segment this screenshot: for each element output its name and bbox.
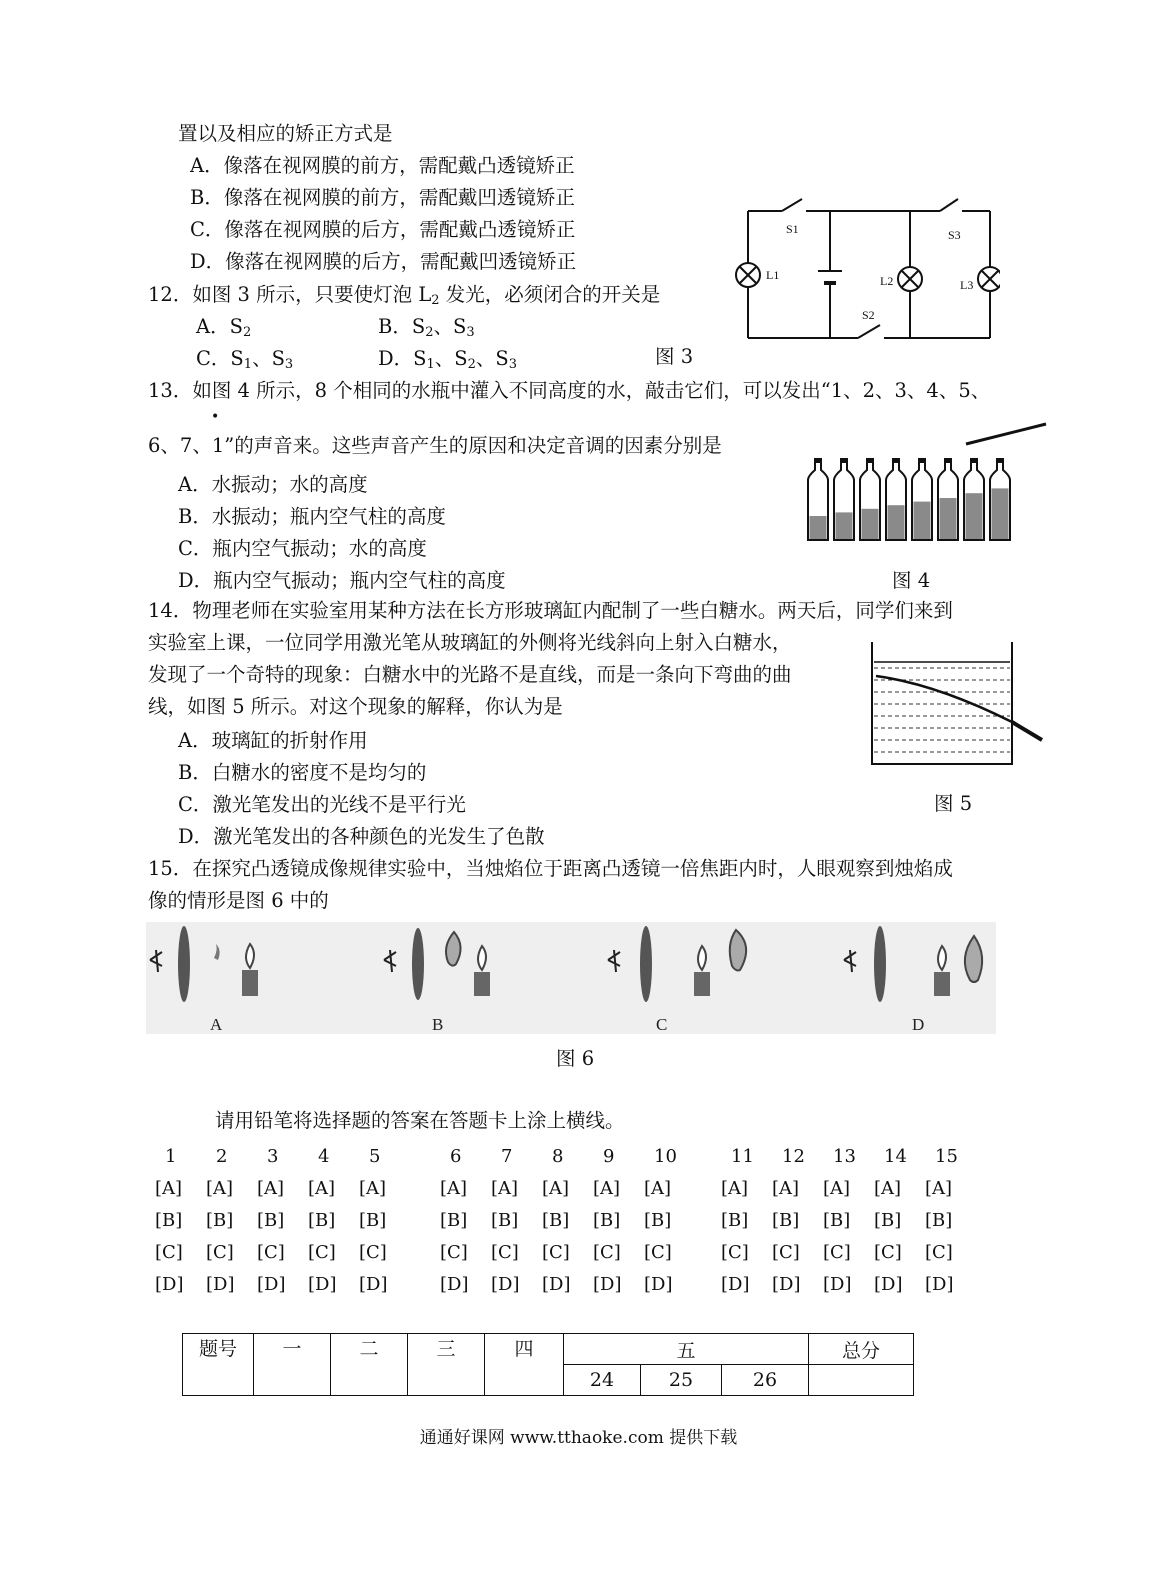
q12-option-c: C．$S_1$、$S_3$ [196, 347, 294, 372]
water-level [836, 512, 853, 539]
answer-number: 10 [654, 1146, 677, 1167]
lens-icon [178, 926, 190, 1002]
label-s1: S1 [786, 222, 799, 236]
lens-icon [412, 928, 424, 1000]
answer-number: 15 [935, 1146, 958, 1167]
answer-choice-bubble[interactable]: [D] [542, 1274, 571, 1295]
label-s3: S3 [948, 228, 961, 242]
answer-choice-bubble[interactable]: [A] [440, 1178, 468, 1199]
score-header-1: 一 [254, 1334, 331, 1396]
answer-choice-bubble[interactable]: [B] [925, 1210, 953, 1231]
switch-s2 [858, 325, 880, 338]
q14-stem-line3: 发现了一个奇特的现象：白糖水中的光路不是直线，而是一条向下弯曲的曲 [148, 663, 792, 686]
answer-choice-bubble[interactable]: [C] [206, 1242, 234, 1263]
answer-choice-bubble[interactable]: [D] [359, 1274, 388, 1295]
answer-choice-bubble[interactable]: [C] [772, 1242, 800, 1263]
water-level [992, 488, 1009, 539]
water-level [966, 493, 983, 539]
q11-stem-continuation: 置以及相应的矫正方式是 [178, 122, 393, 145]
q13-dot-mark: • [211, 409, 220, 425]
candle-icon [934, 972, 950, 996]
candle-icon [242, 970, 258, 996]
score-header-5: 五 [564, 1334, 809, 1365]
footer-source: 通通好课网 www.tthaoke.com 提供下载 [419, 1428, 738, 1448]
answer-choice-bubble[interactable]: [C] [542, 1242, 570, 1263]
q13-stem-line2: 6、7、1”的声音来。这些声音产生的原因和决定音调的因素分别是 [148, 434, 722, 457]
water-level [914, 502, 931, 539]
answer-choice-bubble[interactable]: [A] [823, 1178, 851, 1199]
score-sub-26: 26 [722, 1365, 809, 1396]
q14-option-a: A．玻璃缸的折射作用 [178, 729, 368, 752]
q14-stem-line2: 实验室上课，一位同学用激光笔从玻璃缸的外侧将光线斜向上射入白糖水， [148, 631, 792, 654]
answer-choice-bubble[interactable]: [B] [721, 1210, 749, 1231]
answer-choice-bubble[interactable]: [B] [772, 1210, 800, 1231]
flame-icon [246, 944, 254, 968]
answer-choice-bubble[interactable]: [B] [823, 1210, 851, 1231]
answer-number: 2 [216, 1146, 228, 1167]
q12-option-a: A．$S_2$ [196, 315, 252, 340]
flame-icon [478, 946, 486, 970]
answer-number: 7 [501, 1146, 513, 1167]
answer-choice-bubble[interactable]: [D] [308, 1274, 337, 1295]
score-header-3: 三 [408, 1334, 485, 1396]
q11-option-d: D．像落在视网膜的后方，需配戴凹透镜矫正 [190, 250, 577, 273]
bottle-icon [912, 458, 932, 540]
q14-option-d: D．激光笔发出的各种颜色的光发生了色散 [178, 825, 545, 848]
lamp-l3-icon [978, 267, 1000, 291]
answer-choice-bubble[interactable]: [A] [308, 1178, 336, 1199]
q11-option-a: A．像落在视网膜的前方，需配戴凸透镜矫正 [190, 154, 575, 177]
answer-number: 6 [450, 1146, 462, 1167]
figure-6-caption: 图 6 [556, 1047, 595, 1070]
bottle-icon [886, 458, 906, 540]
q12-option-d: D．$S_1$、$S_2$、$S_3$ [378, 347, 518, 372]
answer-choice-bubble[interactable]: [D] [823, 1274, 852, 1295]
striking-rod [966, 424, 1046, 444]
answer-choice-bubble[interactable]: [D] [440, 1274, 469, 1295]
answer-choice-bubble[interactable]: [A] [593, 1178, 621, 1199]
answer-choice-bubble[interactable]: [D] [874, 1274, 903, 1295]
answer-choice-bubble[interactable]: [B] [359, 1210, 387, 1231]
q13-option-c: C．瓶内空气振动；水的高度 [178, 537, 427, 560]
answer-choice-bubble[interactable]: [A] [155, 1178, 183, 1199]
flame-icon [938, 946, 946, 970]
candle-icon [474, 972, 490, 996]
answer-number: 9 [603, 1146, 615, 1167]
answer-choice-bubble[interactable]: [D] [644, 1274, 673, 1295]
q15-stem-line2: 像的情形是图 6 中的 [148, 889, 329, 912]
answer-number: 14 [884, 1146, 907, 1167]
answer-choice-bubble[interactable]: [B] [155, 1210, 183, 1231]
figure-4-caption: 图 4 [892, 569, 931, 592]
answer-choice-bubble[interactable]: [A] [772, 1178, 800, 1199]
answer-choice-bubble[interactable]: [C] [925, 1242, 953, 1263]
answer-choice-bubble[interactable]: [D] [593, 1274, 622, 1295]
answer-choice-bubble[interactable]: [B] [644, 1210, 672, 1231]
label-s2: S2 [862, 308, 875, 322]
panel-label-a: A [210, 1015, 223, 1034]
q13-option-d: D．瓶内空气振动；瓶内空气柱的高度 [178, 569, 506, 592]
answer-number: 5 [369, 1146, 381, 1167]
label-l1: L1 [766, 268, 780, 282]
q14-stem-line1: 14．物理老师在实验室用某种方法在长方形玻璃缸内配制了一些白糖水。两天后，同学们来到 [148, 599, 953, 622]
water-level [810, 516, 827, 539]
score-sub-24: 24 [564, 1365, 641, 1396]
answer-choice-bubble[interactable]: [C] [491, 1242, 519, 1263]
q13-option-a: A．水振动；水的高度 [178, 473, 368, 496]
answer-choice-bubble[interactable]: [A] [644, 1178, 672, 1199]
answer-choice-bubble[interactable]: [D] [491, 1274, 520, 1295]
q14-option-c: C．激光笔发出的光线不是平行光 [178, 793, 466, 816]
answer-choice-bubble[interactable]: [D] [155, 1274, 184, 1295]
panel-label-c: C [656, 1015, 668, 1034]
answer-number: 13 [833, 1146, 856, 1167]
score-total-cell [809, 1365, 914, 1396]
answer-number: 11 [731, 1146, 754, 1167]
panel-label-d: D [912, 1015, 925, 1034]
answer-choice-bubble[interactable]: [B] [593, 1210, 621, 1231]
answer-choice-bubble[interactable]: [D] [772, 1274, 801, 1295]
figure-5-tank [866, 640, 1046, 770]
score-header-total: 总分 [809, 1334, 914, 1365]
answer-choice-bubble[interactable]: [B] [308, 1210, 336, 1231]
bottle-icon [808, 458, 828, 540]
answer-choice-bubble[interactable]: [C] [644, 1242, 672, 1263]
bottle-icon [964, 458, 984, 540]
q15-stem-line1: 15．在探究凸透镜成像规律实验中，当烛焰位于距离凸透镜一倍焦距内时，人眼观察到烛焰成 [148, 857, 953, 880]
answer-number: 8 [552, 1146, 564, 1167]
answer-choice-bubble[interactable]: [A] [491, 1178, 519, 1199]
answer-choice-bubble[interactable]: [A] [206, 1178, 234, 1199]
score-sub-25: 25 [641, 1365, 722, 1396]
lens-icon [874, 926, 886, 1002]
answer-number: 4 [318, 1146, 330, 1167]
answer-choice-bubble[interactable]: [D] [925, 1274, 954, 1295]
q14-option-b: B．白糖水的密度不是均匀的 [178, 761, 427, 784]
q12-option-b: B．$S_2$、$S_3$ [378, 315, 475, 340]
panel-label-b: B [432, 1015, 444, 1034]
bottle-icon [860, 458, 880, 540]
answer-choice-bubble[interactable]: [D] [257, 1274, 286, 1295]
label-l2: L2 [880, 274, 894, 288]
answer-choice-bubble[interactable]: [C] [874, 1242, 902, 1263]
answer-choice-bubble[interactable]: [C] [257, 1242, 285, 1263]
answer-choice-bubble[interactable]: [A] [542, 1178, 570, 1199]
figure-6-lens-panels [146, 922, 996, 1034]
score-table [182, 1333, 914, 1396]
answer-number: 1 [165, 1146, 177, 1167]
answer-sheet-instruction: 请用铅笔将选择题的答案在答题卡上涂上横线。 [215, 1109, 625, 1132]
water-level [940, 498, 957, 539]
lens-icon [640, 926, 652, 1002]
answer-choice-bubble[interactable]: [B] [206, 1210, 234, 1231]
water-level [888, 505, 905, 539]
q12-stem: 12．如图 3 所示，只要使灯泡 $L_2$ 发光，必须闭合的开关是 [148, 283, 661, 308]
score-header-2: 二 [331, 1334, 408, 1396]
score-header-4: 四 [485, 1334, 564, 1396]
bottle-icon [938, 458, 958, 540]
answer-choice-bubble[interactable]: [D] [721, 1274, 750, 1295]
answer-choice-bubble[interactable]: [B] [542, 1210, 570, 1231]
laser-pointer [1012, 722, 1042, 740]
lamp-l1-icon [736, 263, 760, 287]
q14-stem-line4: 线，如图 5 所示。对这个现象的解释，你认为是 [148, 695, 563, 718]
answer-choice-bubble[interactable]: [A] [874, 1178, 902, 1199]
answer-choice-bubble[interactable]: [B] [491, 1210, 519, 1231]
figure-3-circuit [730, 195, 1000, 345]
answer-choice-bubble[interactable]: [C] [721, 1242, 749, 1263]
answer-choice-bubble[interactable]: [C] [359, 1242, 387, 1263]
switch-s1 [782, 199, 802, 211]
flame-icon [698, 946, 706, 970]
q13-stem-line1: 13．如图 4 所示，8 个相同的水瓶中灌入不同高度的水，敲击它们，可以发出“1、2、3、4、5、 [148, 379, 991, 402]
switch-s3 [940, 199, 958, 211]
answer-choice-bubble[interactable]: [C] [155, 1242, 183, 1263]
q11-option-c: C．像落在视网膜的后方，需配戴凸透镜矫正 [190, 218, 576, 241]
answer-choice-bubble[interactable]: [C] [593, 1242, 621, 1263]
answer-choice-bubble[interactable]: [C] [308, 1242, 336, 1263]
water-level [862, 509, 879, 539]
answer-number: 3 [267, 1146, 279, 1167]
answer-choice-bubble[interactable]: [A] [359, 1178, 387, 1199]
figure-4-bottles [800, 418, 1050, 548]
answer-choice-bubble[interactable]: [D] [206, 1274, 235, 1295]
answer-choice-bubble[interactable]: [A] [925, 1178, 953, 1199]
lamp-l2-icon [898, 267, 922, 291]
answer-choice-bubble[interactable]: [A] [721, 1178, 749, 1199]
curved-light-path [876, 676, 1012, 722]
answer-choice-bubble[interactable]: [C] [823, 1242, 851, 1263]
answer-number: 12 [782, 1146, 805, 1167]
label-l3: L3 [960, 278, 974, 292]
candle-icon [694, 972, 710, 996]
q13-option-b: B．水振动；瓶内空气柱的高度 [178, 505, 446, 528]
score-header-label: 题号 [183, 1334, 254, 1396]
answer-choice-bubble[interactable]: [A] [257, 1178, 285, 1199]
answer-choice-bubble[interactable]: [B] [257, 1210, 285, 1231]
figure-3-caption: 图 3 [655, 345, 694, 368]
bottle-icon [834, 458, 854, 540]
q11-option-b: B．像落在视网膜的前方，需配戴凹透镜矫正 [190, 186, 575, 209]
bottle-icon [990, 458, 1010, 540]
answer-choice-bubble[interactable]: [B] [440, 1210, 468, 1231]
answer-choice-bubble[interactable]: [B] [874, 1210, 902, 1231]
figure-5-caption: 图 5 [934, 792, 973, 815]
answer-choice-bubble[interactable]: [C] [440, 1242, 468, 1263]
